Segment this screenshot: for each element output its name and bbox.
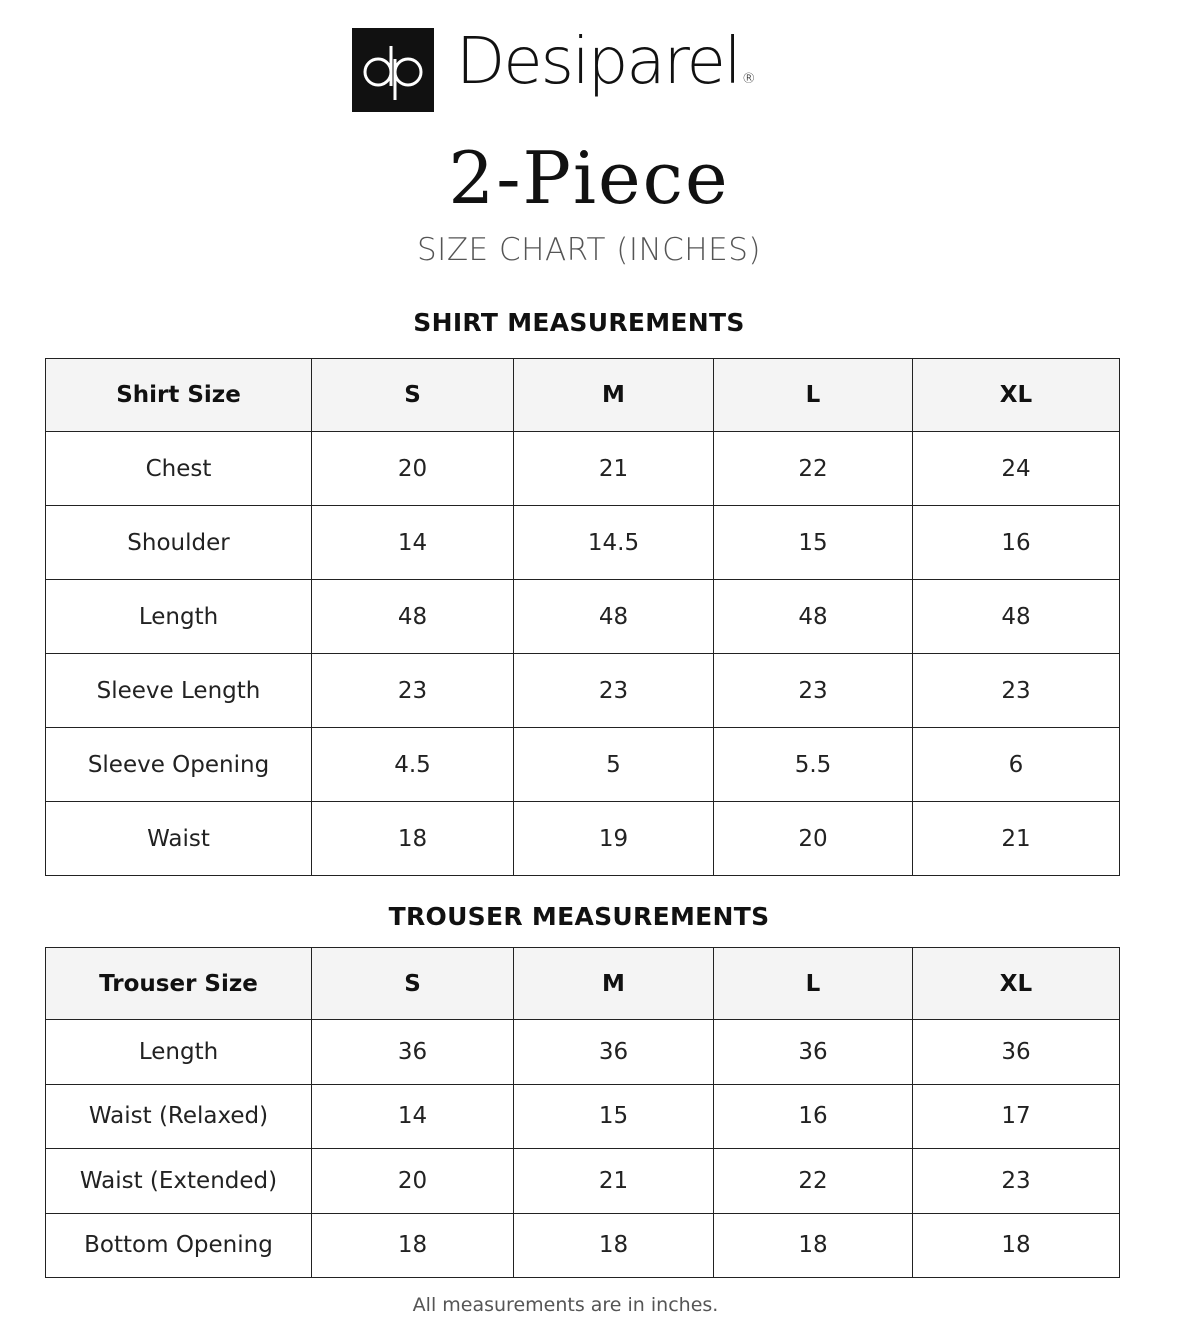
- value-cell: 14.5: [514, 506, 714, 580]
- row-label: Sleeve Opening: [46, 728, 312, 802]
- value-cell: 5.5: [714, 728, 913, 802]
- header-cell: XL: [913, 359, 1120, 432]
- value-cell: 18: [714, 1213, 913, 1278]
- value-cell: 36: [714, 1020, 913, 1085]
- value-cell: 21: [514, 1149, 714, 1214]
- table-row: [46, 1213, 1120, 1278]
- value-cell: 20: [312, 432, 514, 506]
- value-cell: 23: [913, 654, 1120, 728]
- table-row: [46, 432, 1120, 506]
- header-cell: L: [714, 948, 913, 1020]
- value-cell: 19: [514, 802, 714, 876]
- row-label: Waist: [46, 802, 312, 876]
- table-row: [46, 1020, 1120, 1085]
- shirt-section-title: SHIRT MEASUREMENTS: [413, 308, 745, 337]
- page-title: 2-Piece: [448, 136, 730, 220]
- row-label: Waist (Relaxed): [46, 1084, 312, 1149]
- header-cell: Shirt Size: [46, 359, 312, 432]
- table-row: [46, 728, 1120, 802]
- value-cell: 22: [714, 432, 913, 506]
- value-cell: 48: [913, 580, 1120, 654]
- value-cell: 18: [913, 1213, 1120, 1278]
- value-cell: 23: [714, 654, 913, 728]
- value-cell: 16: [714, 1084, 913, 1149]
- dp-logo-mark: [352, 28, 434, 112]
- table-row: [46, 1084, 1120, 1149]
- value-cell: 36: [514, 1020, 714, 1085]
- value-cell: 21: [514, 432, 714, 506]
- header-cell: L: [714, 359, 913, 432]
- value-cell: 23: [514, 654, 714, 728]
- value-cell: 48: [714, 580, 913, 654]
- value-cell: 20: [312, 1149, 514, 1214]
- value-cell: 17: [913, 1084, 1120, 1149]
- value-cell: 48: [514, 580, 714, 654]
- value-cell: 4.5: [312, 728, 514, 802]
- value-cell: 18: [312, 802, 514, 876]
- value-cell: 14: [312, 1084, 514, 1149]
- brand-logo: [352, 24, 754, 112]
- value-cell: 48: [312, 580, 514, 654]
- brand-name: Desiparel ®: [456, 24, 754, 99]
- row-label: Chest: [46, 432, 312, 506]
- table-row: [46, 802, 1120, 876]
- value-cell: 15: [714, 506, 913, 580]
- row-label: Waist (Extended): [46, 1149, 312, 1214]
- row-label: Shoulder: [46, 506, 312, 580]
- trouser-section-title: TROUSER MEASUREMENTS: [388, 902, 770, 931]
- page-subtitle: SIZE CHART (INCHES): [417, 232, 761, 268]
- value-cell: 5: [514, 728, 714, 802]
- value-cell: 24: [913, 432, 1120, 506]
- value-cell: 21: [913, 802, 1120, 876]
- footnote: All measurements are in inches.: [412, 1294, 719, 1316]
- value-cell: 23: [913, 1149, 1120, 1214]
- value-cell: 20: [714, 802, 913, 876]
- header-cell: M: [514, 359, 714, 432]
- value-cell: 14: [312, 506, 514, 580]
- value-cell: 15: [514, 1084, 714, 1149]
- header-cell: M: [514, 948, 714, 1020]
- value-cell: 18: [514, 1213, 714, 1278]
- row-label: Length: [46, 580, 312, 654]
- shirt-size-table: [45, 358, 1120, 876]
- header-cell: Trouser Size: [46, 948, 312, 1020]
- value-cell: 18: [312, 1213, 514, 1278]
- dp-monogram-icon: [352, 28, 434, 112]
- table-header-row: [46, 359, 1120, 432]
- value-cell: 22: [714, 1149, 913, 1214]
- value-cell: 36: [913, 1020, 1120, 1085]
- table-row: [46, 506, 1120, 580]
- trouser-size-table: [45, 947, 1120, 1278]
- row-label: Bottom Opening: [46, 1213, 312, 1278]
- header-cell: XL: [913, 948, 1120, 1020]
- value-cell: 6: [913, 728, 1120, 802]
- header-cell: S: [312, 948, 514, 1020]
- header-cell: S: [312, 359, 514, 432]
- table-header-row: [46, 948, 1120, 1020]
- value-cell: 23: [312, 654, 514, 728]
- value-cell: 16: [913, 506, 1120, 580]
- table-row: [46, 654, 1120, 728]
- row-label: Length: [46, 1020, 312, 1085]
- value-cell: 36: [312, 1020, 514, 1085]
- table-row: [46, 580, 1120, 654]
- table-row: [46, 1149, 1120, 1214]
- row-label: Sleeve Length: [46, 654, 312, 728]
